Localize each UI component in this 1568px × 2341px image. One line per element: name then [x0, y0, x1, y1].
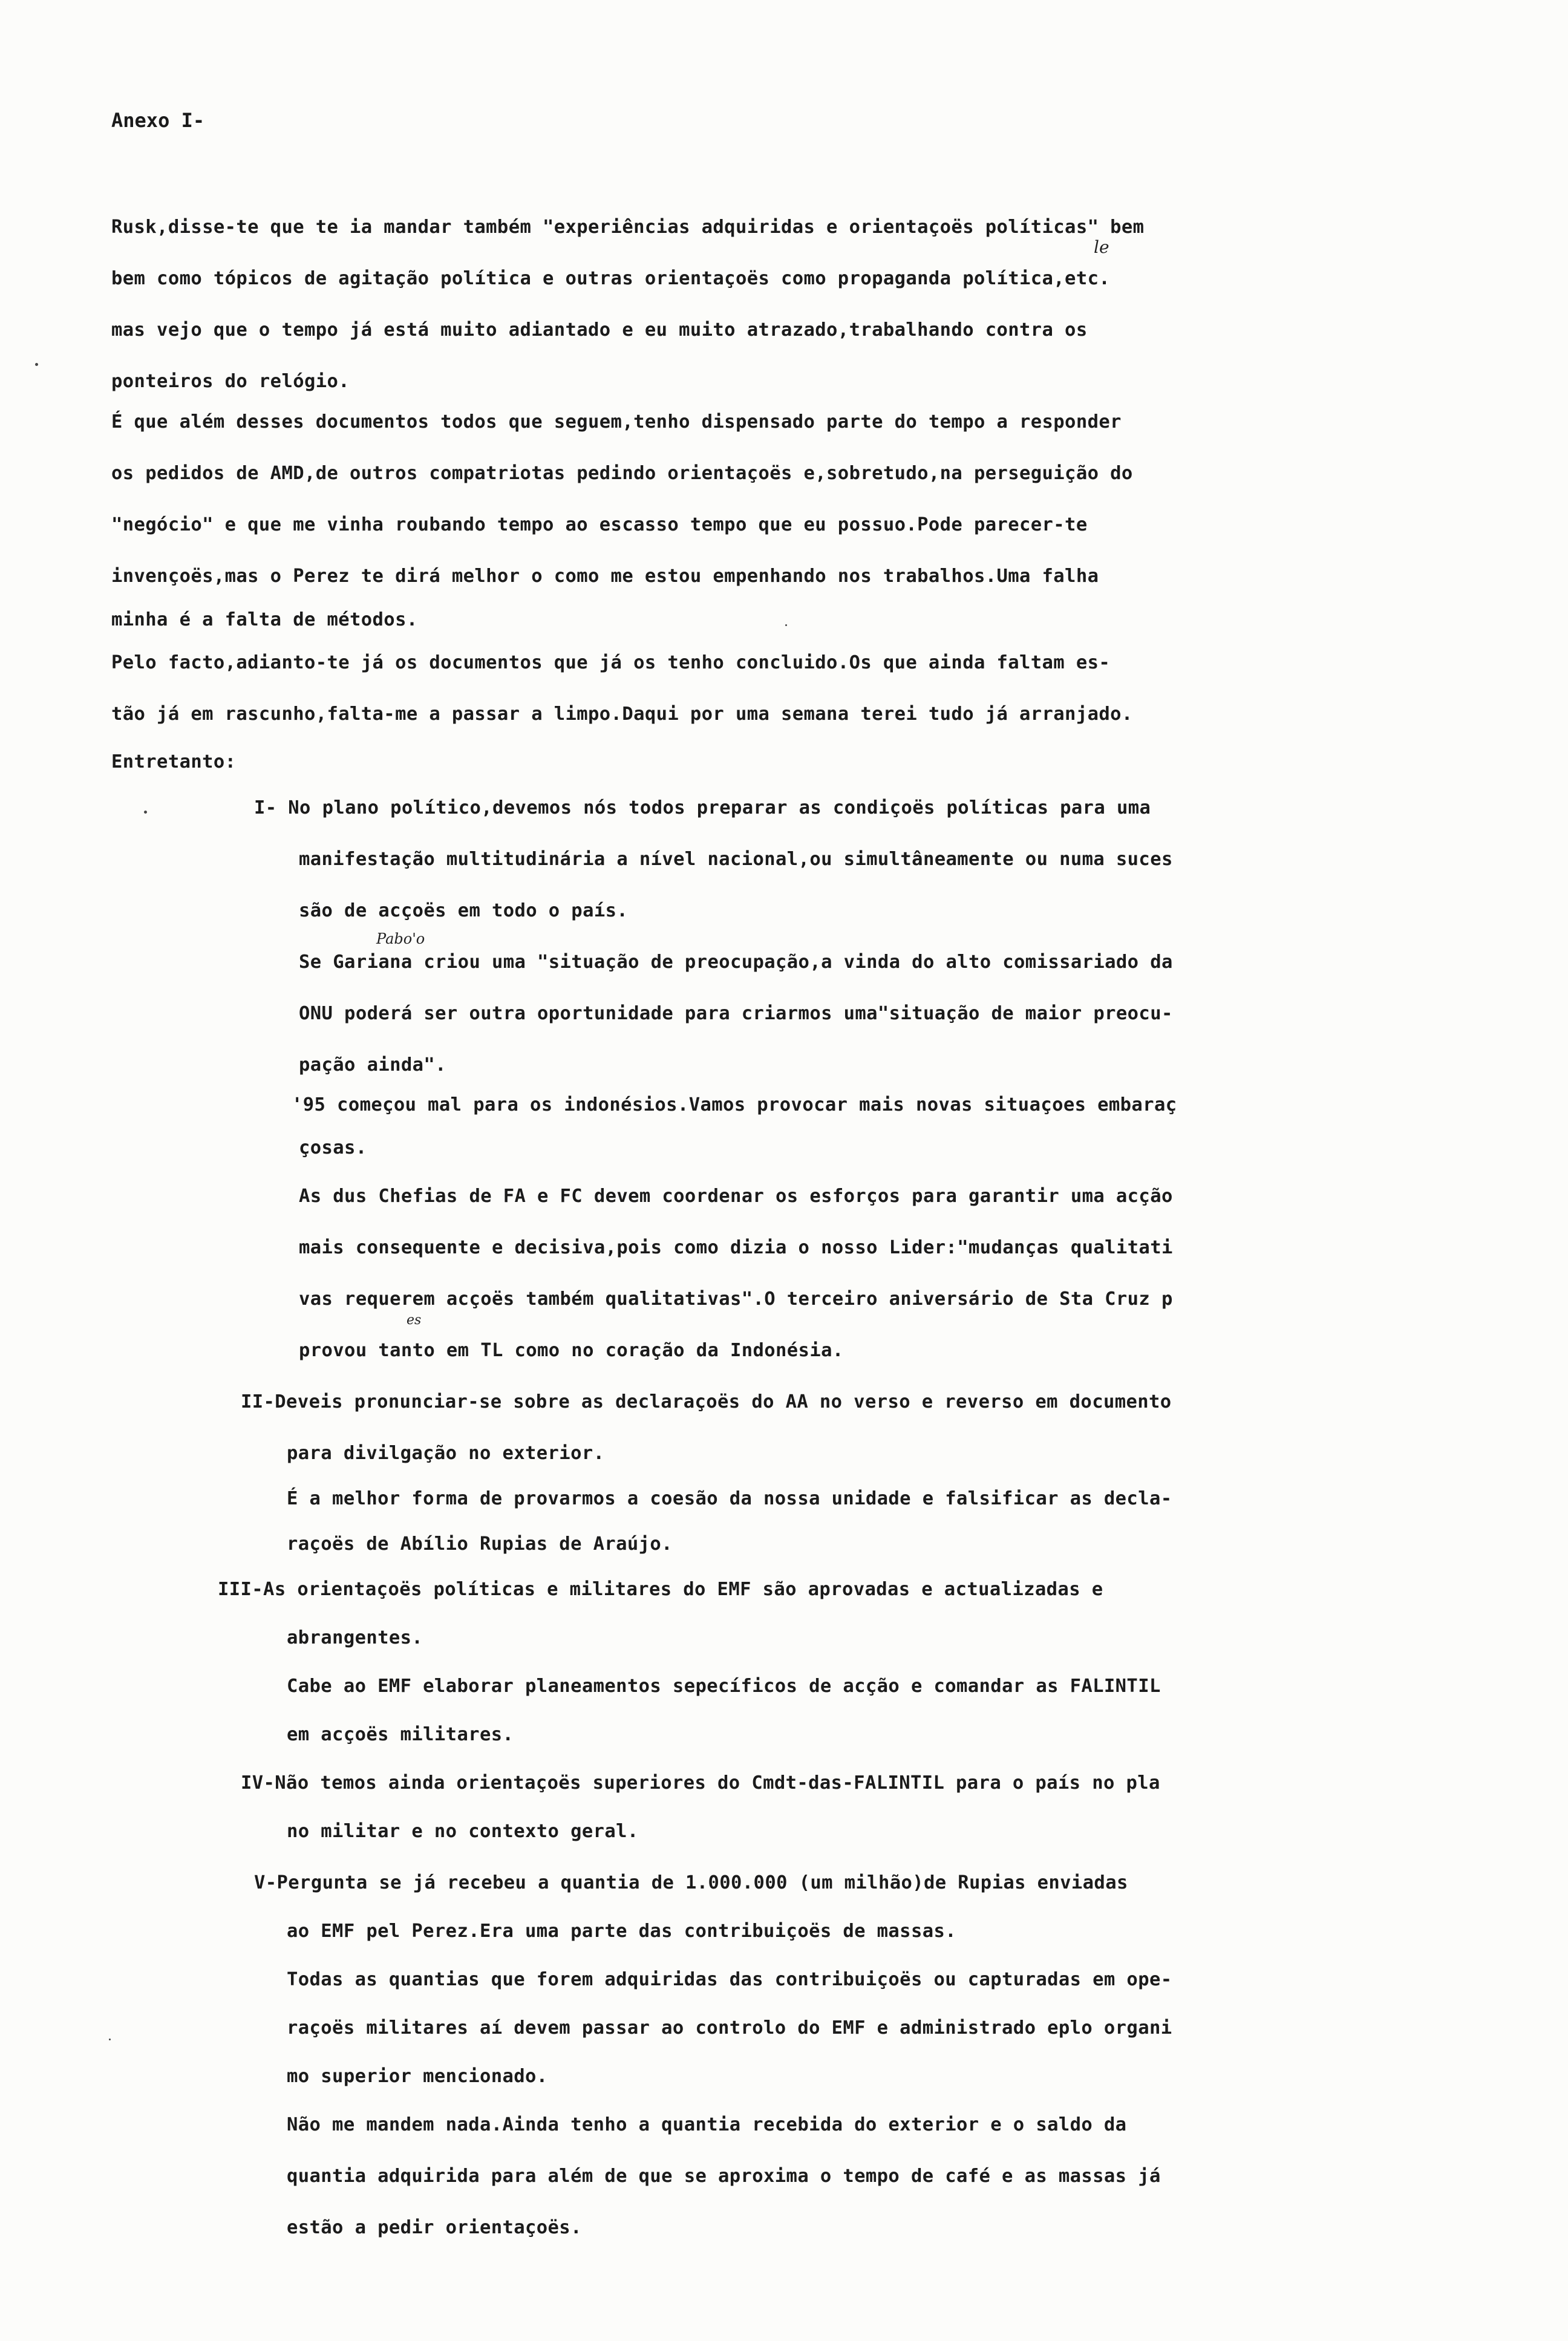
text-line: vas requerem acçoës também qualitativas".O terceiro aniversário de Sta Cruz p [299, 1288, 1173, 1310]
text-line: em acçoës militares. [287, 1724, 514, 1745]
scan-speck [144, 811, 147, 814]
text-line: Cabe ao EMF elaborar planeamentos sepecíficos de acção e comandar as FALINTIL [287, 1676, 1161, 1697]
text-line: provou tanto em TL como no coração da Indonésia. [299, 1340, 844, 1361]
text-line: raçoës militares aí devem passar ao controlo do EMF e administrado eplo organi [287, 2017, 1172, 2039]
text-line: são de acçoës em todo o país. [299, 900, 629, 921]
scan-speck [109, 2039, 111, 2040]
text-line: Entretanto: [111, 751, 237, 772]
text-line: çosas. [299, 1137, 367, 1158]
scan-speck [35, 363, 38, 366]
text-line: minha é a falta de métodos. [111, 609, 418, 630]
text-line: Se Gariana criou uma "situação de preocupação,a vinda do alto comissariado da [299, 952, 1173, 973]
text-line: Todas as quantias que forem adquiridas das contribuiçoës ou capturadas em ope- [287, 1969, 1172, 1990]
text-line: É a melhor forma de provarmos a coesão da nossa unidade e falsificar as decla- [287, 1488, 1172, 1509]
text-line: ONU poderá ser outra oportunidade para criarmos uma"situação de maior preocu- [299, 1003, 1173, 1024]
text-line: ponteiros do relógio. [111, 371, 350, 392]
text-line: estão a pedir orientaçoës. [287, 2217, 582, 2238]
text-line: invençoës,mas o Perez te dirá melhor o como me estou empenhando nos trabalhos.Uma falha [111, 566, 1099, 587]
text-line: mais consequente e decisiva,pois como dizia o nosso Lider:"mudanças qualitati [299, 1237, 1173, 1258]
text-line: pação ainda". [299, 1054, 446, 1076]
handwritten-annotation: le [1094, 237, 1109, 257]
text-line: os pedidos de AMD,de outros compatriotas pedindo orientaçoës e,sobretudo,na perseguição do [111, 463, 1133, 484]
text-line: quantia adquirida para além de que se aproxima o tempo de café e as massas já [287, 2166, 1161, 2187]
text-line: '95 começou mal para os indonésios.Vamos provocar mais novas situaçoes embaraç [292, 1094, 1177, 1115]
text-line: "negócio" e que me vinha roubando tempo ao escasso tempo que eu possuo.Pode parecer-te [111, 514, 1088, 535]
handwritten-annotation: es [407, 1313, 422, 1328]
text-line: Rusk,disse-te que te ia mandar também "experiências adquiridas e orientaçoës políticas" bem [111, 217, 1145, 238]
text-line: V-Pergunta se já recebeu a quantia de 1.000.000 (um milhão)de Rupias enviadas [254, 1872, 1128, 1893]
scan-speck [785, 624, 787, 626]
text-line: ao EMF pel Perez.Era uma parte das contribuiçoës de massas. [287, 1921, 956, 1942]
document-title: Anexo I- [111, 109, 205, 132]
text-line: II-Deveis pronunciar-se sobre as declaraçoës do AA no verso e reverso em documento [241, 1391, 1172, 1412]
text-line: tão já em rascunho,falta-me a passar a limpo.Daqui por uma semana terei tudo já arranjado. [111, 704, 1133, 725]
text-line: mas vejo que o tempo já está muito adiantado e eu muito atrazado,trabalhando contra os [111, 319, 1088, 341]
text-line: III-As orientaçoës políticas e militares do EMF são aprovadas e actualizadas e [218, 1579, 1103, 1600]
text-line: I- No plano político,devemos nós todos preparar as condiçoës políticas para uma [254, 797, 1151, 818]
text-line: abrangentes. [287, 1627, 423, 1648]
text-line: no militar e no contexto geral. [287, 1821, 639, 1842]
text-line: manifestação multitudinária a nível nacional,ou simultâneamente ou numa suces [299, 849, 1173, 870]
text-line: Pelo facto,adianto-te já os documentos que já os tenho concluido.Os que ainda faltam es- [111, 652, 1111, 673]
text-line: raçoës de Abílio Rupias de Araújo. [287, 1533, 673, 1555]
text-line: É que além desses documentos todos que seguem,tenho dispensado parte do tempo a responder [111, 411, 1122, 433]
text-line: Não me mandem nada.Ainda tenho a quantia recebida do exterior e o saldo da [287, 2114, 1127, 2135]
text-line: bem como tópicos de agitação política e outras orientaçoës como propaganda política,etc. [111, 268, 1111, 289]
text-line: mo superior mencionado. [287, 2066, 548, 2087]
handwritten-annotation: Pabo'o [376, 930, 425, 947]
text-line: para divilgação no exterior. [287, 1443, 605, 1464]
text-line: As dus Chefias de FA e FC devem coordenar os esforços para garantir uma acção [299, 1186, 1173, 1207]
text-line: IV-Não temos ainda orientaçoës superiores do Cmdt-das-FALINTIL para o país no pla [241, 1772, 1160, 1794]
